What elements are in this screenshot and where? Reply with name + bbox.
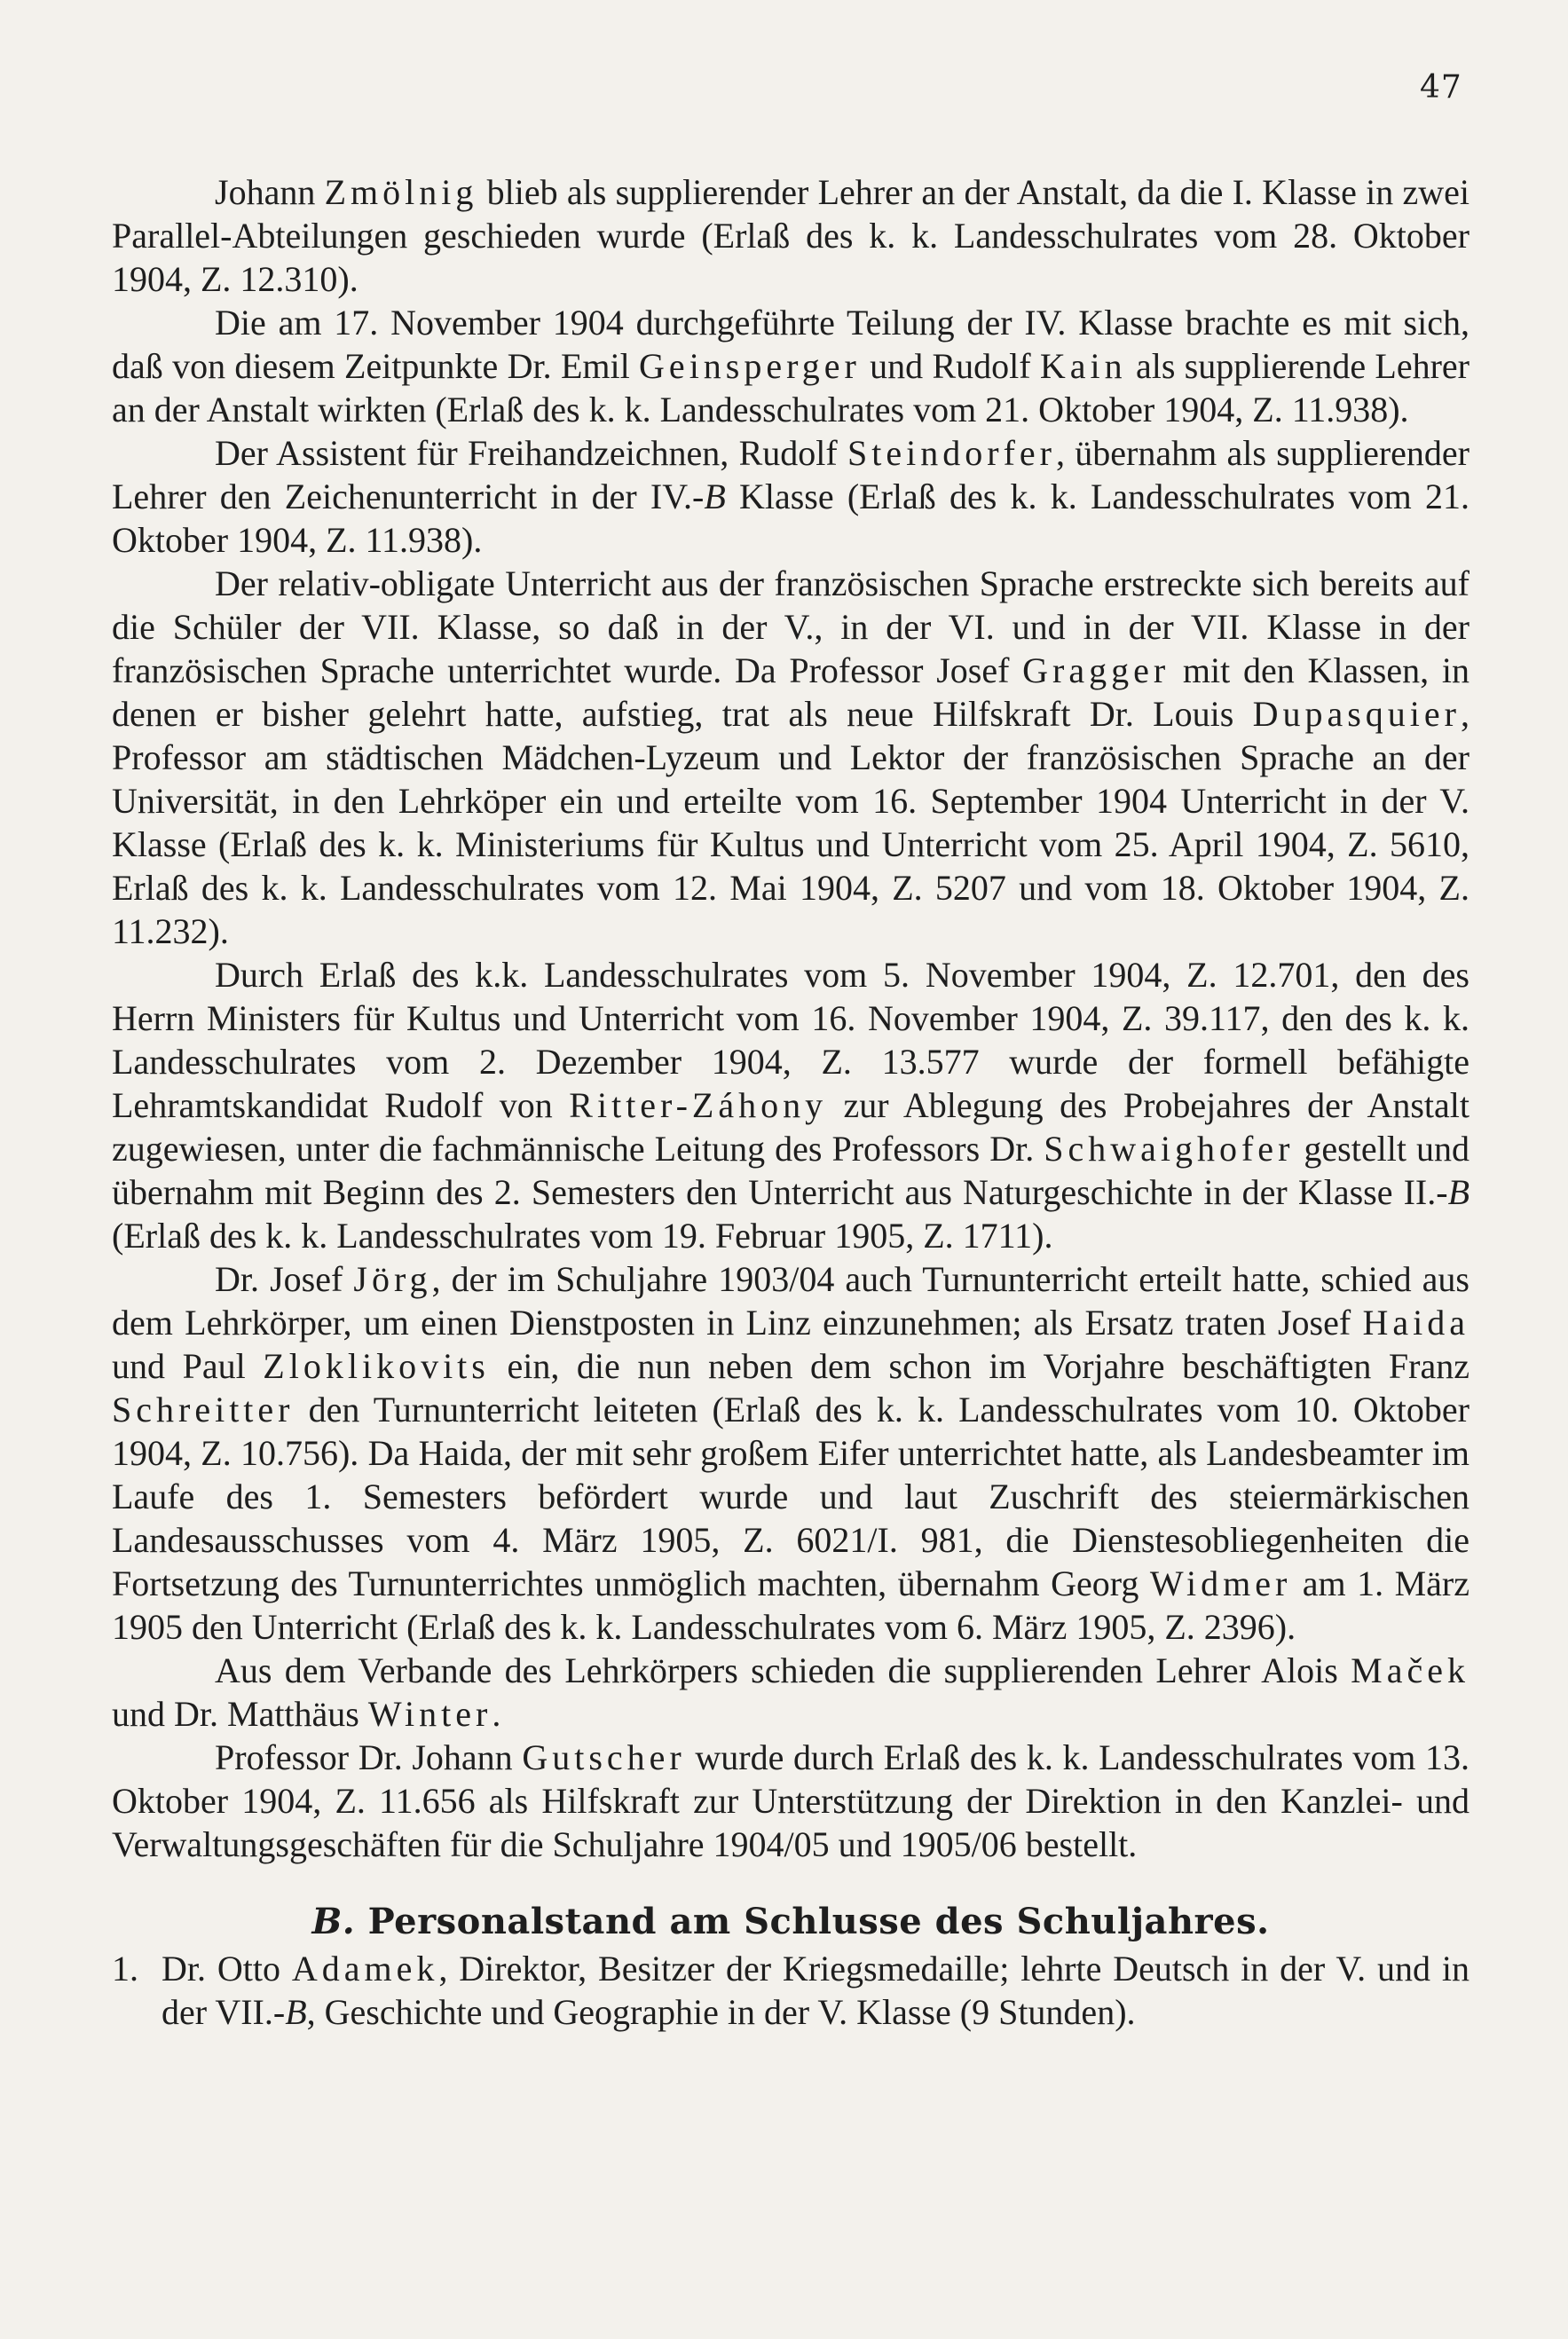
text-segment: , Direktor, Besitzer der Kriegsmedaille; lehrte Deutsch in der V. und in der VII.- <box>162 1949 1470 2032</box>
spaced-name: Steindorfer <box>847 433 1056 473</box>
list-item <box>112 1947 1470 2034</box>
text-segment: blieb als supplierender Lehrer an der Anstalt, da die I. Klasse in zwei Parallel-Abteilungen geschieden wurde (Erlaß des k. k. Landesschulrates vom 28. Oktober 1904, Z. 12.310). <box>112 172 1470 299</box>
spaced-name: Schreitter <box>112 1390 295 1429</box>
spaced-name: Gragger <box>1022 650 1170 690</box>
text-segment: als supplierende Lehrer an der Anstalt wirkten (Erlaß des k. k. Landesschulrates vom 21. Oktober 1904, Z. 11.938). <box>112 346 1470 429</box>
paragraph <box>112 301 1470 431</box>
text-segment: Professor Dr. Johann <box>215 1737 523 1777</box>
spaced-name: Kain <box>1039 346 1127 386</box>
text-segment: Aus dem Verbande des Lehrkörpers schieden die supplierenden Lehrer Alois <box>215 1650 1351 1690</box>
italic-text: B <box>1447 1172 1470 1212</box>
text-segment: wurde durch Erlaß des k. k. Landesschulrates vom 13. Oktober 1904, Z. 11.656 als Hilfskraft zur Unterstützung der Direktion in den Kanzlei- und Verwaltungsgeschäften für die Schuljahre 1904/05 und 1905/06 bestellt. <box>112 1737 1470 1864</box>
spaced-name: Haida <box>1362 1303 1470 1343</box>
paragraph <box>112 953 1470 1257</box>
section-letter: B. <box>311 1901 356 1942</box>
spaced-name: Jörg <box>353 1259 432 1299</box>
text-segment: Dr. Otto <box>162 1949 292 1989</box>
paragraph <box>112 1649 1470 1736</box>
text-segment: Der Assistent für Freihandzeichnen, Rudolf <box>215 433 848 473</box>
spaced-name: Gutscher <box>522 1737 686 1777</box>
body-text <box>112 170 1470 2034</box>
text-segment: Dr. Josef <box>215 1259 354 1299</box>
text-segment: Klasse (Erlaß des k. k. Landesschulrates vom 21. Oktober 1904, Z. 11.938). <box>112 476 1470 560</box>
paragraphs <box>112 170 1470 1866</box>
text-segment: zur Ablegung des Probejahres der Anstalt zugewiesen, unter die fachmännische Leitung des Professors Dr. <box>112 1085 1470 1169</box>
italic-text: B <box>285 1992 307 2032</box>
paragraph <box>112 431 1470 562</box>
text-segment: und Rudolf <box>860 346 1040 386</box>
text-segment: am 1. März 1905 den Unterricht (Erlaß des k. k. Landesschulrates vom 6. März 1905, Z. 2396). <box>112 1563 1470 1647</box>
list-number: 1. <box>112 1949 138 1989</box>
spaced-name: Winter <box>367 1694 492 1734</box>
text-segment: , Professor am städtischen Mädchen-Lyzeum und Lektor der französischen Sprache an der Universität, in den Lehrköper ein und erteilte vom 16. September 1904 Unterricht in der V. Klasse (Erlaß des k. k. Ministeriums für Kultus und Unterricht vom 25. April 1904, Z. 5610, Erlaß des k. k. Landesschulrates vom 12. Mai 1904, Z. 5207 und vom 18. Oktober 1904, Z. 11.232). <box>112 694 1470 951</box>
list-text <box>162 1947 1470 2034</box>
text-segment: Die am 17. November 1904 durchgeführte Teilung der IV. Klasse brachte es mit sich, daß von diesem Zeitpunkte Dr. Emil <box>112 303 1470 386</box>
spaced-name: Zmölnig <box>324 172 478 212</box>
section-heading <box>112 1900 1470 1943</box>
text-segment: und Paul <box>112 1346 264 1386</box>
spaced-name: Geinsperger <box>639 346 861 386</box>
text-segment: , Geschichte und Geographie in der V. Klasse (9 Stunden). <box>306 1992 1136 2032</box>
paragraph <box>112 170 1470 301</box>
text-segment: . <box>492 1694 501 1734</box>
text-segment: den Turnunterricht leiteten (Erlaß des k. k. Landesschulrates vom 10. Oktober 1904, Z. 10.756). Da Haida, der mit sehr großem Eifer unterrichtet hatte, als Landesbeamter im Laufe des 1. Semesters befördert wurde und laut Zuschrift des steiermärkischen Landesausschusses vom 4. März 1905, Z. 6021/I. 981, die Dienstesobliegenheiten die Fortsetzung des Turnunterrichtes unmöglich machten, übernahm Georg <box>112 1390 1470 1603</box>
text-segment: Der relativ-obligate Unterricht aus der französischen Sprache erstreckte sich bereits auf die Schüler der VII. Klasse, so daß in der V., in der VI. und in der VII. Klasse in der französischen Sprache unterrichtet wurde. Da Professor Josef <box>112 563 1470 690</box>
text-segment: Johann <box>215 172 325 212</box>
text-segment: ein, die nun neben dem schon im Vorjahre beschäftigten Franz <box>489 1346 1470 1386</box>
staff-list <box>112 1947 1470 2034</box>
text-segment: und Dr. Matthäus <box>112 1694 368 1734</box>
italic-text: B <box>704 476 726 516</box>
spaced-name: Widmer <box>1149 1563 1292 1603</box>
text-segment: , übernahm als supplierender Lehrer den Zeichenunterricht in der IV.- <box>112 433 1470 516</box>
text-segment: , der im Schuljahre 1903/04 auch Turnunterricht erteilt hatte, schied aus dem Lehrkörper, um einen Dienstposten in Linz einzunehmen; als Ersatz traten Josef <box>112 1259 1470 1343</box>
spaced-name: Dupasquier <box>1252 694 1461 734</box>
paragraph <box>112 562 1470 953</box>
page-number: 47 <box>1420 69 1462 106</box>
paragraph <box>112 1257 1470 1649</box>
spaced-name: Ritter-Záhony <box>569 1085 828 1125</box>
spaced-name: Zloklikovits <box>263 1346 490 1386</box>
text-segment: gestellt und übernahm mit Beginn des 2. Semesters den Unterricht aus Naturgeschichte in der Klasse II.- <box>112 1129 1470 1212</box>
text-segment: Durch Erlaß des k.k. Landesschulrates vom 5. November 1904, Z. 12.701, den des Herrn Ministers für Kultus und Unterricht vom 16. November 1904, Z. 39.117, den des k. k. Landesschulrates vom 2. Dezember 1904, Z. 13.577 wurde der formell befähigte Lehramtskandidat Rudolf von <box>112 955 1470 1125</box>
spaced-name: Adamek <box>291 1949 439 1989</box>
text-segment: (Erlaß des k. k. Landesschulrates vom 19. Februar 1905, Z. 1711). <box>112 1216 1053 1256</box>
paragraph <box>112 1736 1470 1866</box>
section-title: Personalstand am Schlusse des Schuljahres. <box>367 1901 1270 1942</box>
spaced-name: Schwaighofer <box>1044 1129 1295 1169</box>
text-segment: mit den Klassen, in denen er bisher gelehrt hatte, aufstieg, trat als neue Hilfskraft Dr. Louis <box>112 650 1470 734</box>
spaced-name: Maček <box>1351 1650 1470 1690</box>
